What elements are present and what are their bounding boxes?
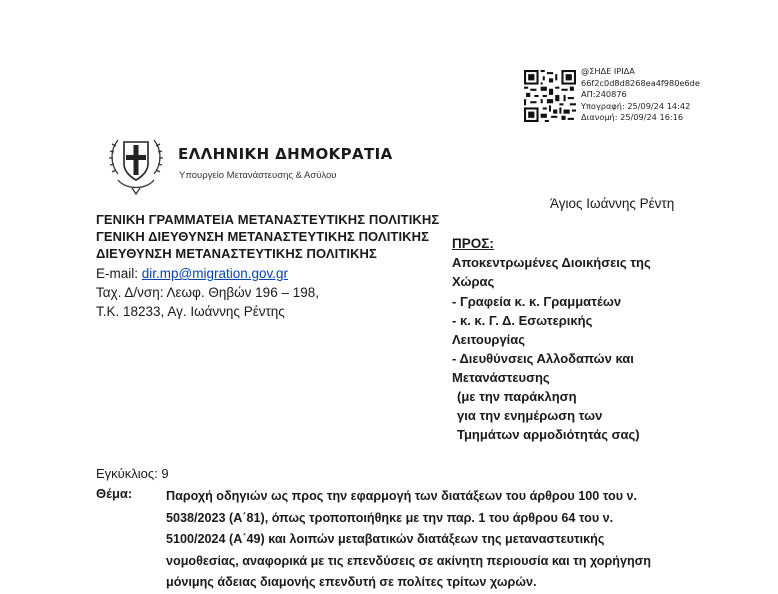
recipient-line: για την ενημέρωση των <box>457 408 603 423</box>
digital-signature-stamp <box>581 66 700 124</box>
recipient-line: Χώρας <box>452 274 495 289</box>
circular-number: Εγκύκλιος: 9 <box>96 466 169 481</box>
coat-of-arms-icon <box>108 134 164 196</box>
place-of-issue: Άγιος Ιωάννης Ρέντη <box>550 196 675 211</box>
address-line: Ταχ. Δ/νση: Λεωφ. Θηβών 196 – 198, <box>96 285 319 300</box>
stamp-line: 66f2c0d8d8268ea4f980e6de <box>581 77 700 88</box>
stamp-line: Διανομή: 25/09/24 16:16 <box>581 112 684 122</box>
recipient-line: Αποκεντρωμένες Διοικήσεις της <box>452 255 651 270</box>
subject-text <box>166 486 668 594</box>
recipient-line: (με την παράκληση <box>457 389 577 404</box>
sender-line: ΔΙΕΥΘΥΝΣΗ ΜΕΤΑΝΑΣΤΕΥΤΙΚΗΣ ΠΟΛΙΤΙΚΗΣ <box>96 246 377 261</box>
subject-line: 5038/2023 (Α΄81), όπως τροποποιήθηκε με την παρ. 1 του άρθρου 64 του ν. <box>166 510 614 525</box>
subject-line: 5100/2024 (Α΄49) και λοιπών μεταβατικών διατάξεων της μεταναστευτικής <box>166 532 605 546</box>
address-line: Τ.Κ. 18233, Αγ. Ιωάννης Ρέντης <box>96 304 285 319</box>
subject-line: Παροχή οδηγιών ως προς την εφαρμογή των διατάξεων του άρθρου 100 του ν. <box>166 489 638 503</box>
subject-label: Θέμα: <box>96 486 133 501</box>
stamp-line: ΑΠ:240876 <box>581 89 627 99</box>
email-link[interactable]: dir.mp@migration.gov.gr <box>141 266 289 281</box>
recipient-line: Μετανάστευσης <box>452 370 550 385</box>
subject-line: νομοθεσίας, αναφορικά με τις επενδύσεις σε ακίνητη περιουσία και τη χορήγηση <box>166 553 651 568</box>
recipient-line: - κ. κ. Γ. Δ. Εσωτερικής <box>452 313 593 328</box>
letterhead-title: ΕΛΛΗΝΙΚΗ ΔΗΜΟΚΡΑΤΙΑ <box>178 145 393 163</box>
recipients-title: ΠΡΟΣ: <box>452 236 494 251</box>
sender-line: ΓΕΝΙΚΗ ΓΡΑΜΜΑΤΕΙΑ ΜΕΤΑΝΑΣΤΕΥΤΙΚΗΣ ΠΟΛΙΤΙΚΗΣ <box>96 212 440 227</box>
ministry-name: Υπουργείο Μετανάστευσης & Ασύλου <box>179 170 337 181</box>
stamp-line: @ΣΗΔΕ ΙΡΙΔΑ <box>581 66 635 76</box>
subject-line: μόνιμης άδειας διαμονής επενδυτή σε πολίτες τρίτων χωρών. <box>166 575 537 589</box>
recipient-line: - Διευθύνσεις Αλλοδαπών και <box>452 351 634 366</box>
sender-line: ΓΕΝΙΚΗ ΔΙΕΥΘΥΝΣΗ ΜΕΤΑΝΑΣΤΕΥΤΙΚΗΣ ΠΟΛΙΤΙΚΗΣ <box>96 229 430 244</box>
recipient-line: - Γραφεία κ. κ. Γραμματέων <box>452 294 622 309</box>
email-label: E-mail: <box>96 266 142 281</box>
stamp-line: Υπογραφή: 25/09/24 14:42 <box>581 100 691 111</box>
email-line <box>96 266 288 281</box>
qr-code-icon <box>524 70 576 122</box>
recipient-line: Τμημάτων αρμοδιότητάς σας) <box>457 427 640 442</box>
recipient-line: Λειτουργίας <box>452 332 526 347</box>
